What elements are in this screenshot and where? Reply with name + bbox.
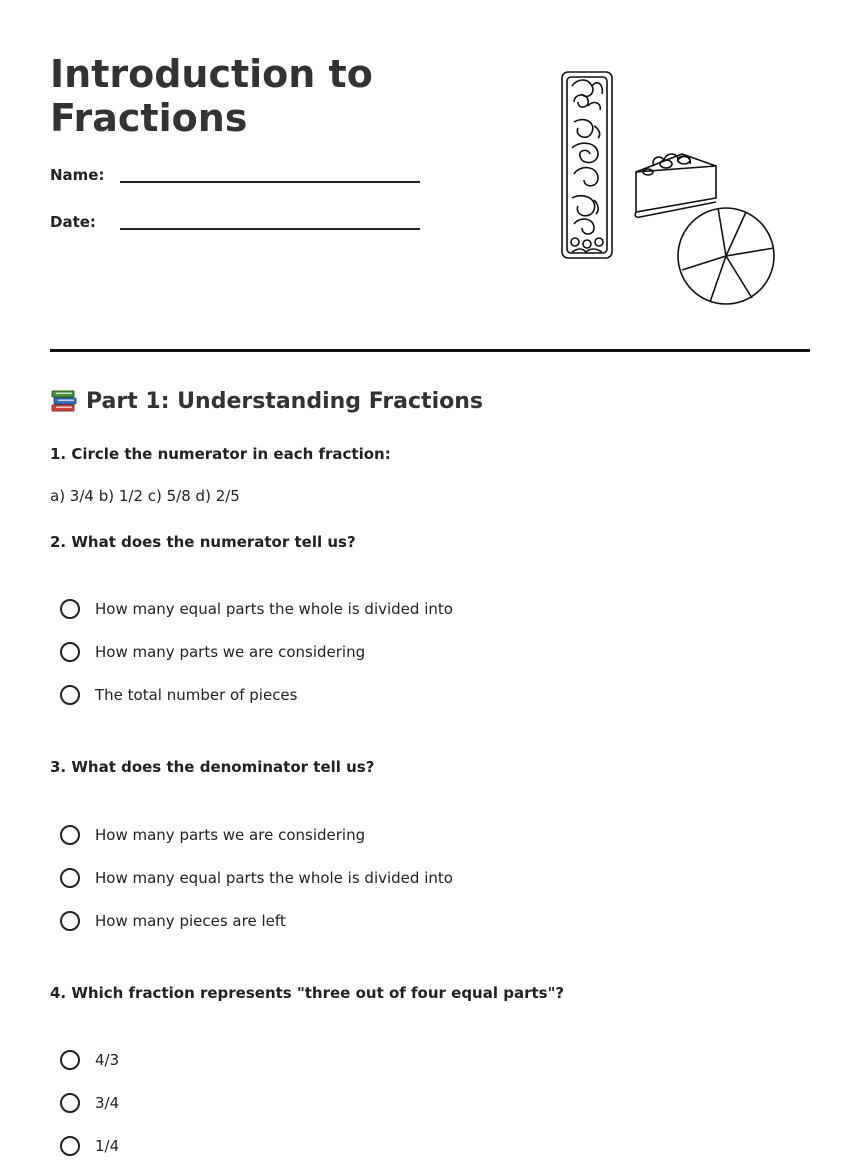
radio-button[interactable] [60,1136,80,1156]
question-4-option-b[interactable] [60,1090,119,1116]
question-2-option-b[interactable] [60,639,365,665]
option-label: How many parts we are considering [95,643,366,661]
option-label: 1/4 [95,1137,120,1155]
fraction-illustration-icon [558,66,788,308]
option-label: How many pieces are left [95,912,286,930]
radio-button[interactable] [60,685,80,705]
radio-button[interactable] [60,911,80,931]
page-title: Introduction to Fractions [50,52,373,140]
question-1-text: 1. Circle the numerator in each fraction: [50,445,391,463]
radio-button[interactable] [60,825,80,845]
option-label: How many equal parts the whole is divided into [95,869,453,887]
question-3-option-a[interactable] [60,822,365,848]
date-label: Date: [50,213,96,231]
question-4-option-c[interactable] [60,1133,119,1159]
question-4-text: 4. Which fraction represents "three out of four equal parts"? [50,984,565,1002]
question-2-option-c[interactable] [60,682,297,708]
question-2-option-a[interactable] [60,596,453,622]
option-label: The total number of pieces [95,686,298,704]
option-label: 4/3 [95,1051,120,1069]
section-divider [50,349,810,352]
radio-button[interactable] [60,642,80,662]
section-heading [50,388,483,414]
question-3-text: 3. What does the denominator tell us? [50,758,375,776]
question-4-option-a[interactable] [60,1047,119,1073]
question-1-fractions: a) 3/4 b) 1/2 c) 5/8 d) 2/5 [50,487,240,505]
option-label: 3/4 [95,1094,120,1112]
question-3-option-b[interactable] [60,865,453,891]
date-line[interactable] [120,227,420,230]
radio-button[interactable] [60,868,80,888]
question-2-text: 2. What does the numerator tell us? [50,533,356,551]
books-icon [50,388,78,414]
option-label: How many parts we are considering [95,826,366,844]
date-field[interactable] [50,213,420,243]
question-3-option-c[interactable] [60,908,286,934]
worksheet-page [50,0,810,1161]
radio-button[interactable] [60,1093,80,1113]
section-title: Part 1: Understanding Fractions [86,388,483,414]
name-field[interactable] [50,166,420,196]
radio-button[interactable] [60,1050,80,1070]
radio-button[interactable] [60,599,80,619]
option-label: How many equal parts the whole is divided into [95,600,453,618]
name-label: Name: [50,166,105,184]
name-line[interactable] [120,180,420,183]
